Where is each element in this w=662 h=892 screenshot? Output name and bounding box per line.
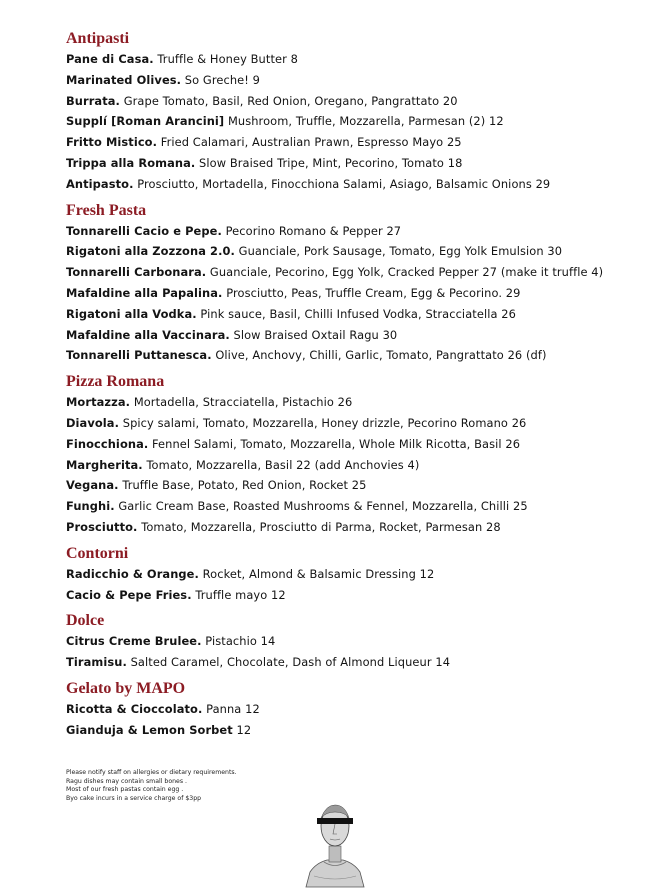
menu-item — [66, 392, 646, 413]
menu-item — [66, 496, 646, 517]
item-desc: Truffle Base, Potato, Red Onion, Rocket 25 — [118, 478, 367, 493]
item-desc: Spicy salami, Tomato, Mozzarella, Honey drizzle, Pecorino Romano 26 — [119, 415, 527, 430]
note-line: Please notify staff on allergies or dietary requirements. — [66, 769, 237, 776]
item-desc: Prosciutto, Mortadella, Finocchiona Salami, Asiago, Balsamic Onions 29 — [133, 176, 551, 191]
menu-item — [66, 652, 646, 673]
item-desc: Mushroom, Truffle, Mozzarella, Parmesan (2) 12 — [224, 114, 504, 129]
section-antipasti — [66, 29, 646, 195]
item-desc: Garlic Cream Base, Roasted Mushrooms & Fennel, Mozzarella, Chilli 25 — [114, 499, 528, 514]
item-desc: Pistachio 14 — [201, 634, 276, 649]
item-name: Tonnarelli Carbonara. — [66, 265, 207, 280]
menu-item — [66, 111, 646, 132]
item-desc: Guanciale, Pork Sausage, Tomato, Egg Yolk Emulsion 30 — [234, 244, 563, 259]
item-desc: Fried Calamari, Australian Prawn, Espresso Mayo 25 — [157, 135, 462, 150]
item-name: Antipasto. — [66, 176, 134, 191]
item-name: Rigatoni alla Vodka. — [66, 306, 197, 321]
item-name: Mafaldine alla Papalina. — [66, 285, 223, 300]
section-title: Pizza Romana — [66, 373, 165, 391]
item-name: Cacio & Pepe Fries. — [66, 587, 192, 602]
item-desc: Fennel Salami, Tomato, Mozzarella, Whole Milk Ricotta, Basil 26 — [148, 436, 521, 451]
menu-item — [66, 631, 646, 652]
menu-item — [66, 132, 646, 153]
item-name: Funghi. — [66, 499, 115, 514]
item-name: Margherita. — [66, 457, 143, 472]
menu-item — [66, 585, 646, 606]
item-name: Radicchio & Orange. — [66, 566, 199, 581]
item-name: Mortazza. — [66, 395, 131, 410]
item-name: Pane di Casa. — [66, 52, 154, 66]
item-desc: Salted Caramel, Chocolate, Dash of Almond Liqueur 14 — [126, 655, 451, 670]
menu-item — [66, 564, 646, 585]
item-name: Rigatoni alla Zozzona 2.0. — [66, 244, 235, 259]
item-name: Prosciutto. — [66, 519, 138, 534]
menu-item — [66, 221, 646, 242]
section-fresh-pasta — [66, 201, 646, 367]
roman-bust-icon — [300, 796, 370, 888]
item-name: Vegana. — [66, 478, 119, 493]
section-title: Antipasti — [66, 30, 130, 47]
item-desc: So Greche! 9 — [181, 72, 261, 87]
item-name: Diavola. — [66, 415, 120, 430]
item-desc: Truffle & Honey Butter 8 — [153, 52, 298, 66]
item-name: Finocchiona. — [66, 436, 149, 451]
item-desc: Truffle mayo 12 — [191, 587, 286, 602]
section-title: Dolce — [66, 612, 105, 630]
menu-item — [66, 91, 646, 112]
note-line: Most of our fresh pastas contain egg . — [66, 786, 184, 794]
item-name: Tonnarelli Puttanesca. — [66, 348, 212, 363]
note-line: Ragu dishes may contain small bones . — [66, 777, 187, 785]
item-desc: Guanciale, Pecorino, Egg Yolk, Cracked Pepper 27 (make it truffle 4) — [206, 265, 604, 280]
menu-item — [66, 720, 646, 741]
section-gelato — [66, 679, 646, 741]
item-name: Tonnarelli Cacio e Pepe. — [66, 223, 222, 238]
menu-item — [66, 262, 646, 283]
menu-item — [66, 174, 646, 195]
item-name: Fritto Mistico. — [66, 135, 158, 150]
item-name: Marinated Olives. — [66, 72, 182, 87]
item-name: Ricotta & Cioccolato. — [66, 701, 203, 716]
menu-item — [66, 283, 646, 304]
item-desc: Slow Braised Oxtail Ragu 30 — [229, 327, 398, 342]
menu-item — [66, 241, 646, 262]
menu-item — [66, 517, 646, 538]
menu-item — [66, 153, 646, 174]
menu-item — [66, 699, 646, 720]
item-desc: Prosciutto, Peas, Truffle Cream, Egg & Pecorino. 29 — [222, 285, 521, 300]
menu — [66, 29, 646, 741]
item-desc: Panna 12 — [202, 701, 260, 716]
menu-item — [66, 345, 646, 366]
item-desc: Grape Tomato, Basil, Red Onion, Oregano, Pangrattato 20 — [119, 93, 458, 108]
section-title: Fresh Pasta — [66, 201, 147, 219]
menu-item — [66, 49, 646, 70]
item-desc: Tomato, Mozzarella, Basil 22 (add Anchovies 4) — [142, 457, 420, 472]
item-desc: Rocket, Almond & Balsamic Dressing 12 — [198, 566, 435, 581]
note-line: Byo cake incurs in a service charge of $3pp — [66, 794, 202, 802]
section-dolce — [66, 611, 646, 673]
menu-item — [66, 304, 646, 325]
item-name: Tiramisu. — [66, 655, 127, 670]
item-desc: Tomato, Mozzarella, Prosciutto di Parma, Rocket, Parmesan 28 — [137, 519, 501, 534]
item-name: Supplí [Roman Arancini] — [66, 114, 225, 129]
menu-item — [66, 434, 646, 455]
item-name: Gianduja & Lemon Sorbet — [66, 722, 233, 737]
menu-item — [66, 70, 646, 91]
section-contorni — [66, 544, 646, 606]
item-name: Citrus Creme Brulee. — [66, 634, 202, 649]
item-name: Burrata. — [66, 93, 120, 108]
menu-item — [66, 325, 646, 346]
item-desc: Pecorino Romano & Pepper 27 — [221, 223, 402, 238]
item-desc: Slow Braised Tripe, Mint, Pecorino, Tomato 18 — [195, 155, 463, 170]
menu-item — [66, 455, 646, 476]
item-desc: Pink sauce, Basil, Chilli Infused Vodka, Stracciatella 26 — [196, 306, 516, 321]
item-name: Trippa alla Romana. — [66, 155, 196, 170]
item-name: Mafaldine alla Vaccinara. — [66, 327, 230, 342]
section-title: Gelato by MAPO — [66, 679, 186, 697]
section-pizza-romana — [66, 372, 646, 538]
allergy-notes — [66, 769, 237, 803]
item-desc: Mortadella, Stracciatella, Pistachio 26 — [130, 395, 353, 410]
menu-item — [66, 475, 646, 496]
item-desc: 12 — [232, 722, 252, 737]
menu-item — [66, 413, 646, 434]
section-title: Contorni — [66, 544, 129, 562]
item-desc: Olive, Anchovy, Chilli, Garlic, Tomato, Pangrattato 26 (df) — [211, 348, 547, 363]
